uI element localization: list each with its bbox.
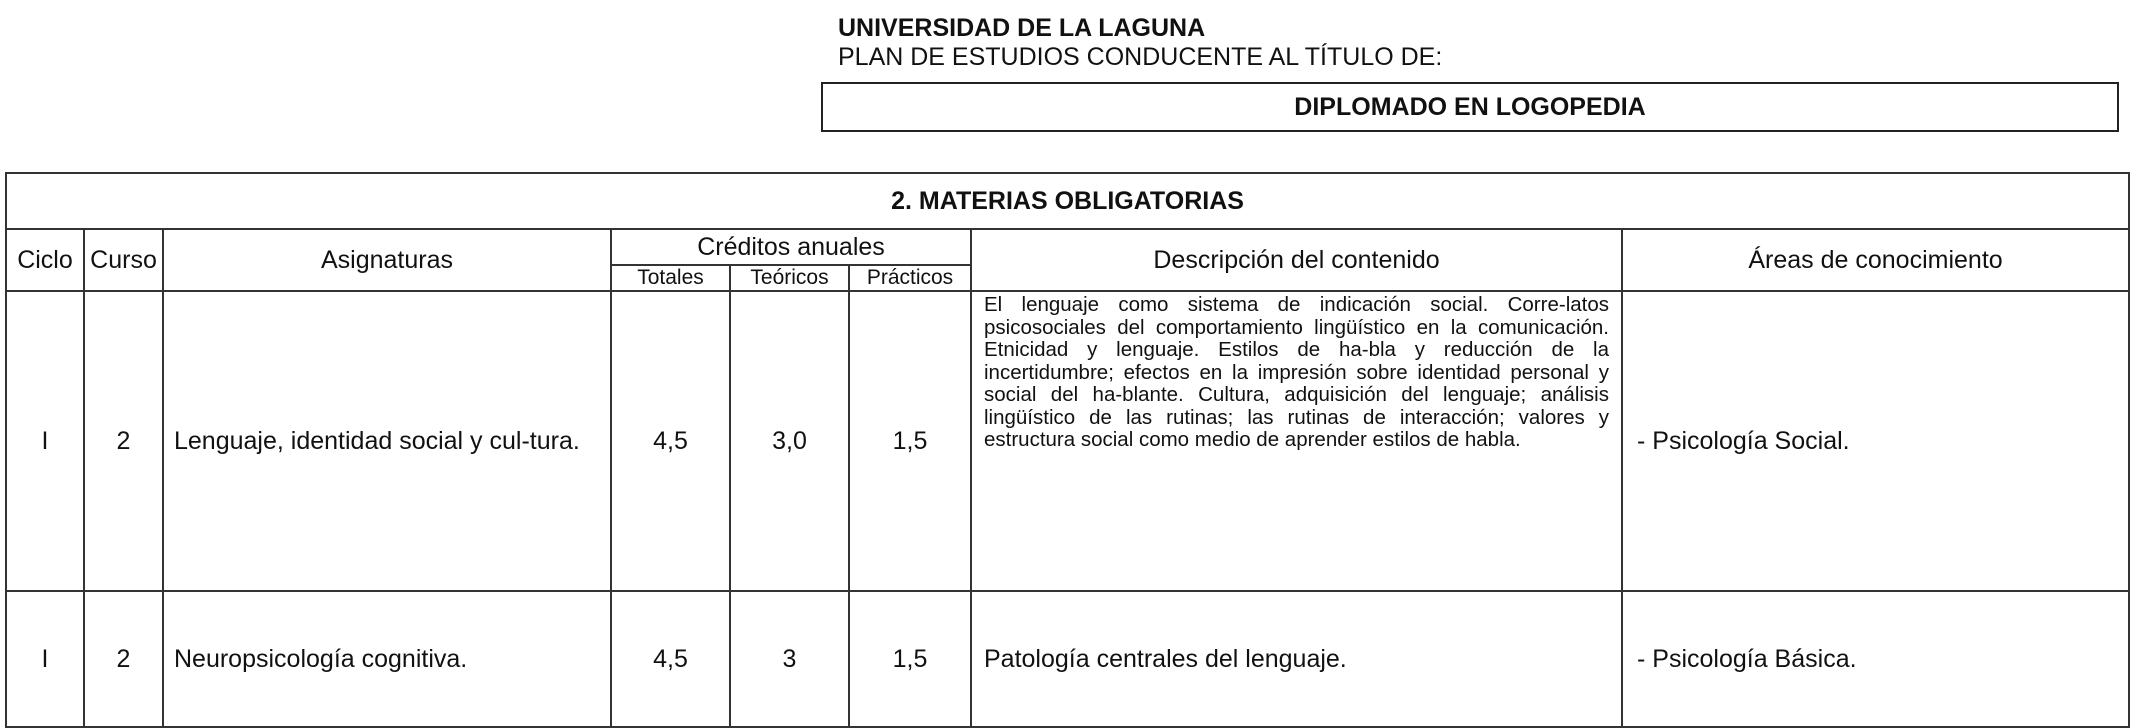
cell-asignatura: Neuropsicología cognitiva.	[163, 591, 611, 727]
col-header-descripcion: Descripción del contenido	[971, 229, 1622, 291]
subjects-table	[5, 172, 2130, 728]
col-header-totales: Totales	[611, 265, 730, 291]
cell-curso: 2	[84, 591, 163, 727]
plan-line: PLAN DE ESTUDIOS CONDUCENTE AL TÍTULO DE:	[838, 43, 1443, 71]
col-header-curso: Curso	[84, 229, 163, 291]
col-header-ciclo: Ciclo	[6, 229, 84, 291]
cell-curso: 2	[84, 291, 163, 591]
cell-practicos: 1,5	[849, 591, 971, 727]
cell-descripcion: El lenguaje como sistema de indicación social. Corre-latos psicosociales del comportamiento lingüístico en la comunicación. Etnicidad y lenguaje. Estilos de ha-bla y reducción de la incertidumbre; efectos en la impresión sobre identidad personal y social del ha-blante. Cultura, adquisición del lenguaje; análisis lingüístico de las rutinas; las rutinas de interacción; valores y estructura social como medio de aprender estilos de habla.	[971, 291, 1622, 591]
document-header	[838, 14, 1442, 72]
cell-asignatura: Lenguaje, identidad social y cul-tura.	[163, 291, 611, 591]
cell-area: - Psicología Básica.	[1622, 591, 2129, 727]
cell-ciclo: I	[6, 591, 84, 727]
cell-ciclo: I	[6, 291, 84, 591]
table-caption: 2. MATERIAS OBLIGATORIAS	[6, 173, 2129, 229]
cell-area: - Psicología Social.	[1622, 291, 2129, 591]
col-header-teoricos: Teóricos	[730, 265, 849, 291]
cell-totales: 4,5	[611, 591, 730, 727]
cell-teoricos: 3	[730, 591, 849, 727]
cell-totales: 4,5	[611, 291, 730, 591]
cell-practicos: 1,5	[849, 291, 971, 591]
col-header-asignaturas: Asignaturas	[163, 229, 611, 291]
col-header-practicos: Prácticos	[849, 265, 971, 291]
cell-descripcion: Patología centrales del lenguaje.	[971, 591, 1622, 727]
cell-teoricos: 3,0	[730, 291, 849, 591]
table-row	[6, 291, 2129, 591]
col-header-areas: Áreas de conocimiento	[1622, 229, 2129, 291]
col-header-creditos: Créditos anuales	[611, 229, 971, 265]
degree-title-box: DIPLOMADO EN LOGOPEDIA	[821, 82, 2119, 132]
university-name: UNIVERSIDAD DE LA LAGUNA	[838, 14, 1206, 42]
table-row	[6, 591, 2129, 727]
